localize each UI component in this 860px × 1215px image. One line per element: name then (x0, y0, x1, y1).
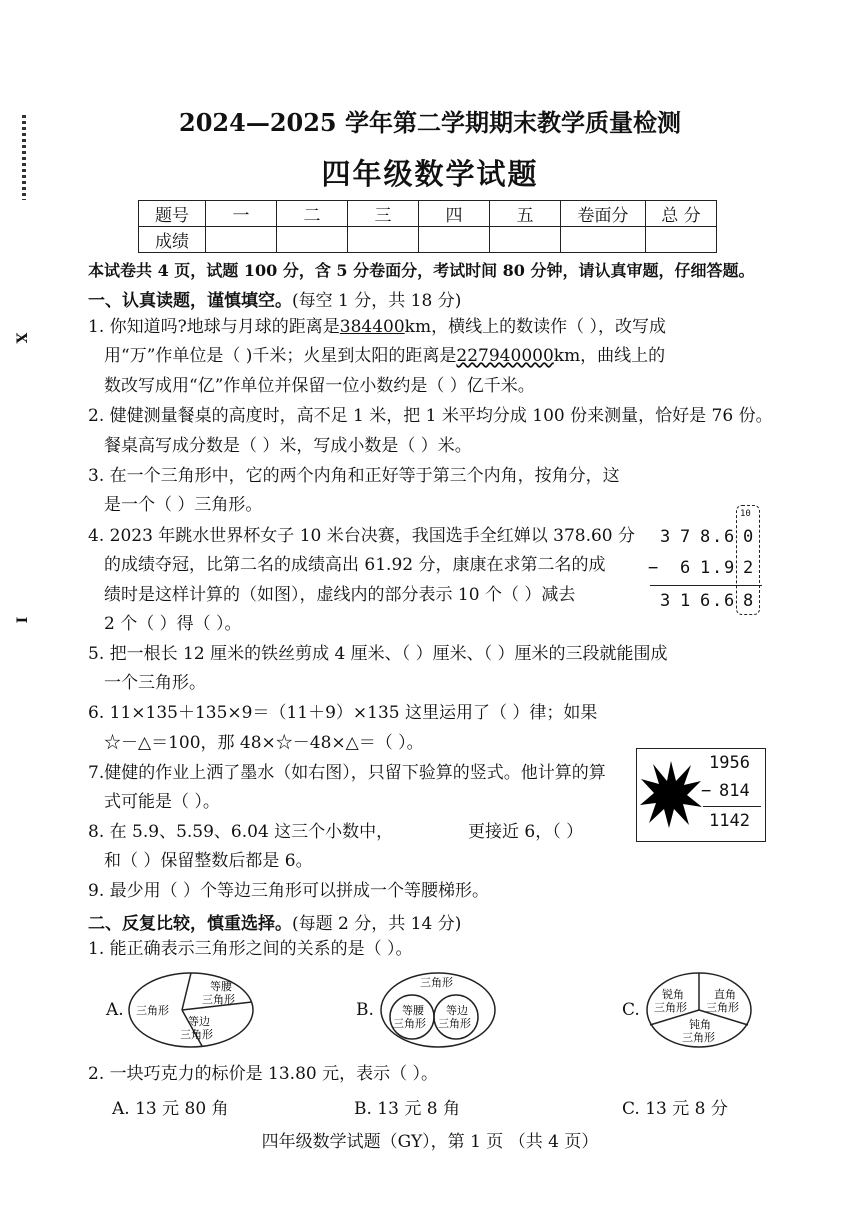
ell-text: 三角形 (136, 1004, 169, 1017)
calc-digit: 3 (660, 591, 671, 611)
calc-point: . (712, 527, 723, 547)
score-cell: 题号 (139, 201, 206, 227)
score-blank[interactable] (646, 227, 717, 253)
calc-digit: 6 (724, 527, 735, 547)
score-table-header-row (139, 201, 717, 227)
q2-line1: 2. 健健测量餐桌的高度时，高不足 1 米，把 1 米平均分成 100 份来测量，恰好是 76 份。 (88, 406, 773, 426)
calc-digit: 7 (680, 527, 691, 547)
s2q2-option-c[interactable]: C. 13 元 8 分 (622, 1099, 728, 1119)
q4-line2: 的成绩夺冠，比第二名的成绩高出 61.92 分，康康在求第二名的成 (104, 555, 606, 575)
ell-text: 等腰 (210, 980, 232, 993)
q4-line3: 绩时是这样计算的（如图），虚线内的部分表示 10 个（ ）减去 (104, 585, 576, 605)
score-blank[interactable] (490, 227, 561, 253)
q6-line1: 6. 11×135＋135×9＝（11＋9）×135 这里运用了（ ）律；如果 (88, 703, 598, 723)
s2q1-stem: 1. 能正确表示三角形之间的关系的是（ ）。 (88, 939, 413, 959)
ink-splash-icon (639, 759, 703, 829)
q1-line1-b: km，横线上的数读作（ ），改写成 (404, 317, 666, 337)
q6-line2: ☆－△＝100，那 48×☆－48×△＝（ ）。 (104, 733, 424, 753)
score-cell: 卷面分 (561, 201, 646, 227)
q3-line1: 3. 在一个三角形中，它的两个内角和正好等于第三个内角，按角分，这 (88, 466, 620, 486)
q9-line1: 9. 最少用（ ）个等边三角形可以拼成一个等腰梯形。 (88, 881, 490, 901)
q8-line2: 和（ ）保留整数后都是 6。 (104, 851, 313, 871)
verify-minus: − (701, 781, 712, 801)
ell-text: 三角形 (420, 976, 453, 989)
score-cell: 二 (277, 201, 348, 227)
q4-line1: 4. 2023 年跳水世界杯女子 10 米台决赛，我国选手全红婵以 378.60 分 (88, 526, 636, 546)
q2-line2: 餐桌高写成分数是（ ）米，写成小数是（ ）米。 (104, 436, 472, 456)
score-cell: 一 (206, 201, 277, 227)
score-blank[interactable] (206, 227, 277, 253)
score-table (138, 200, 717, 253)
s2q1-option-a-label[interactable]: A. (106, 1000, 124, 1020)
s2q2-option-b[interactable]: B. 13 元 8 角 (354, 1099, 460, 1119)
calc-digit: 1 (700, 558, 711, 578)
q7-verification-figure (636, 748, 766, 842)
section1-heading (88, 286, 461, 311)
q5-line1: 5. 把一根长 12 厘米的铁丝剪成 4 厘米、（ ）厘米、（ ）厘米的三段就能围成 (88, 644, 668, 664)
section2-points: (每题 2 分，共 14 分) (292, 914, 462, 934)
ell-text: 三角形 (706, 1001, 739, 1014)
ell-text: 钝角 (689, 1018, 711, 1031)
calc-minus: − (648, 558, 659, 578)
score-cell: 成绩 (139, 227, 206, 253)
ell-text: 等边 (188, 1015, 210, 1028)
section1-points: (每空 1 分，共 18 分) (292, 291, 462, 311)
s2q2-stem: 2. 一块巧克力的标价是 13.80 元，表示（ ）。 (88, 1064, 439, 1084)
ell-text: 三角形 (682, 1031, 715, 1044)
ell-text: 等边 (446, 1004, 468, 1017)
ell-text: 三角形 (438, 1017, 471, 1030)
score-cell: 五 (490, 201, 561, 227)
verify-c: 1142 (709, 811, 750, 831)
score-table-grade-row (139, 227, 717, 253)
q3-line2: 是一个（ ）三角形。 (104, 495, 263, 515)
ell-text: 直角 (714, 988, 736, 1001)
section2-heading (88, 909, 461, 934)
exam-subtitle: 四年级数学试题 (321, 157, 539, 191)
verify-b: 814 (719, 781, 750, 801)
calc-digit: 9 (724, 558, 735, 578)
s2q2-option-a[interactable]: A. 13 元 80 角 (112, 1099, 229, 1119)
score-cell: 四 (419, 201, 490, 227)
calc-digit: 3 (660, 527, 671, 547)
q8-line1-a: 8. 在 5.9、5.59、6.04 这三个小数中， (88, 822, 394, 842)
section1-title: 一、认真读题，谨慎填空。 (88, 291, 292, 311)
calc-point: . (712, 558, 723, 578)
q8-line1-b: 更接近 6，（ ） (468, 822, 584, 842)
q1-line2-b: km，曲线上的 (553, 346, 666, 366)
margin-mark-2: I (12, 616, 29, 624)
margin-mark-1: X (12, 332, 29, 344)
page-footer: 四年级数学试题（GY），第 1 页 （共 4 页） (261, 1132, 599, 1152)
score-cell: 三 (348, 201, 419, 227)
q5-line2: 一个三角形。 (104, 673, 206, 693)
s2q1-option-c-label[interactable]: C. (622, 1000, 640, 1020)
score-blank[interactable] (419, 227, 490, 253)
calc-rule (650, 585, 762, 586)
q1-line1 (88, 316, 666, 338)
calc-digit: 0 (743, 527, 754, 547)
q7-line2: 式可能是（ ）。 (104, 792, 220, 812)
q4-vertical-calc (650, 505, 775, 615)
score-blank[interactable] (561, 227, 646, 253)
ell-text: 三角形 (180, 1028, 213, 1041)
calc-digit: 6 (680, 558, 691, 578)
ell-text: 三角形 (393, 1017, 426, 1030)
score-blank[interactable] (348, 227, 419, 253)
calc-point: . (712, 591, 723, 611)
q7-line1: 7.健健的作业上洒了墨水（如右图），只留下验算的竖式。他计算的算 (88, 763, 606, 783)
q1-number-moon: 384400 (339, 317, 405, 337)
calc-digit: 8 (700, 527, 711, 547)
option-b-diagram[interactable] (378, 970, 498, 1050)
calc-digit: 1 (680, 591, 691, 611)
section2-title: 二、反复比较，慎重选择。 (88, 914, 292, 934)
verify-a: 1956 (709, 753, 750, 773)
calc-borrow-note: 10 (740, 509, 751, 519)
q1-line2 (104, 345, 665, 367)
q1-line1-a: 1. 你知道吗?地球与月球的距离是 (88, 317, 340, 337)
score-blank[interactable] (277, 227, 348, 253)
q1-line3: 数改写成用“亿”作单位并保留一位小数约是（ ）亿千米。 (104, 376, 535, 396)
ell-text: 锐角 (662, 988, 684, 1001)
option-c-diagram[interactable] (644, 970, 754, 1050)
calc-digit: 8 (743, 591, 754, 611)
verify-rule (703, 806, 761, 807)
ell-text: 等腰 (402, 1004, 424, 1017)
calc-digit: 6 (724, 591, 735, 611)
s2q1-option-b-label[interactable]: B. (356, 1000, 374, 1020)
q1-line2-a: 用“万”作单位是（ )千米；火星到太阳的距离是 (104, 346, 457, 366)
q4-line4: 2 个（ ）得（ ）。 (104, 614, 242, 634)
exam-notice: 本试卷共 4 页，试题 100 分，含 5 分卷面分，考试时间 80 分钟，请认真审题，仔细答题。 (88, 261, 755, 280)
q1-number-mars: 227940000 (456, 346, 554, 366)
calc-digit: 6 (700, 591, 711, 611)
exam-title: 2024—2025 学年第二学期期末教学质量检测 (179, 108, 681, 137)
score-cell: 总 分 (646, 201, 717, 227)
calc-digit: 2 (743, 558, 754, 578)
option-a-diagram[interactable] (126, 970, 256, 1050)
ell-text: 三角形 (654, 1001, 687, 1014)
ell-text: 三角形 (202, 993, 235, 1006)
